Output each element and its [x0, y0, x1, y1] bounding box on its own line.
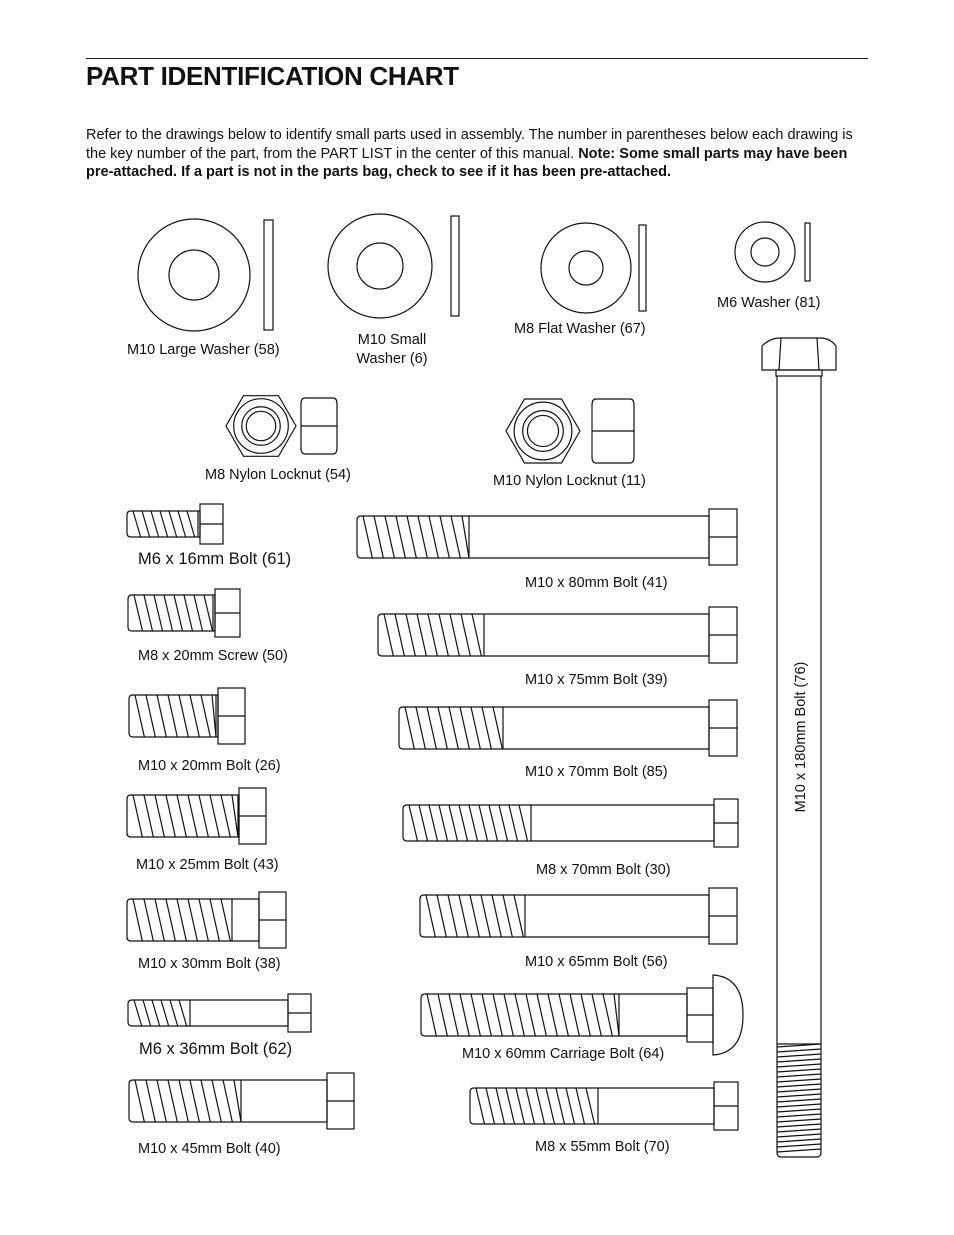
label-m10x180-bolt: M10 x 180mm Bolt (76) [793, 661, 809, 813]
page-title: PART IDENTIFICATION CHART [86, 61, 459, 91]
bolt-m6x16 [127, 504, 223, 544]
locknut-m8 [226, 396, 337, 457]
bolt-m8x20 [128, 589, 240, 637]
intro-text: Refer to the drawings below to identify small parts used in assembly. The number in parentheses below each drawing is the key number of the part, from the PART LIST in the center of this manual. [86, 127, 853, 162]
label-m10x80-bolt: M10 x 80mm Bolt (41) [525, 575, 668, 591]
bolt-m10x25 [127, 788, 266, 844]
label-m8x70-bolt: M8 x 70mm Bolt (30) [536, 862, 671, 878]
bolt-m10x80 [357, 509, 737, 565]
label-m10-large-washer: M10 Large Washer (58) [127, 342, 280, 358]
label-m10-small-washer: M10 Small Washer (6) [356, 332, 428, 367]
bolt-m8x55 [470, 1082, 738, 1130]
bolt-m10x45 [129, 1073, 354, 1129]
label-m10x25-bolt: M10 x 25mm Bolt (43) [136, 857, 279, 873]
bolt-m10x75 [378, 607, 737, 663]
label-m10x65-bolt: M10 x 65mm Bolt (56) [525, 954, 668, 970]
washer-m10-small [328, 214, 459, 318]
label-m10x60-carriage-bolt: M10 x 60mm Carriage Bolt (64) [462, 1046, 665, 1062]
label-m10x75-bolt: M10 x 75mm Bolt (39) [525, 672, 668, 688]
locknut-m10 [506, 399, 634, 463]
label-m6-washer: M6 Washer (81) [717, 295, 821, 311]
label-m8-nylon-locknut: M8 Nylon Locknut (54) [205, 467, 351, 483]
intro-note: Note: Some small parts may have been pre-attached. If a part is not in the parts bag, check to see if it has been pre-attached. [86, 145, 848, 181]
label-m10-nylon-locknut: M10 Nylon Locknut (11) [493, 473, 646, 489]
bolt-m6x36 [128, 994, 311, 1032]
bolt-m10x20 [129, 688, 245, 744]
bolt-m10x30 [127, 892, 286, 948]
bolt-m8x70 [403, 799, 738, 847]
washer-m6 [735, 222, 810, 282]
bolt-m10x65 [420, 888, 737, 944]
label-m8-flat-washer: M8 Flat Washer (67) [514, 321, 646, 337]
label-m10x70-bolt: M10 x 70mm Bolt (85) [525, 764, 668, 780]
label-m6x16-bolt: M6 x 16mm Bolt (61) [138, 550, 292, 568]
carriage-bolt-m10x60 [421, 975, 743, 1055]
bolt-m10x70 [399, 700, 737, 756]
label-m6x36-bolt: M6 x 36mm Bolt (62) [139, 1040, 293, 1058]
washer-m10-large [138, 219, 273, 331]
label-m8x20-screw: M8 x 20mm Screw (50) [138, 648, 288, 664]
label-m10x20-bolt: M10 x 20mm Bolt (26) [138, 758, 281, 774]
washer-m8-flat [541, 223, 646, 313]
label-m10x30-bolt: M10 x 30mm Bolt (38) [138, 956, 281, 972]
label-m10x45-bolt: M10 x 45mm Bolt (40) [138, 1141, 281, 1157]
label-m8x55-bolt: M8 x 55mm Bolt (70) [535, 1139, 670, 1155]
